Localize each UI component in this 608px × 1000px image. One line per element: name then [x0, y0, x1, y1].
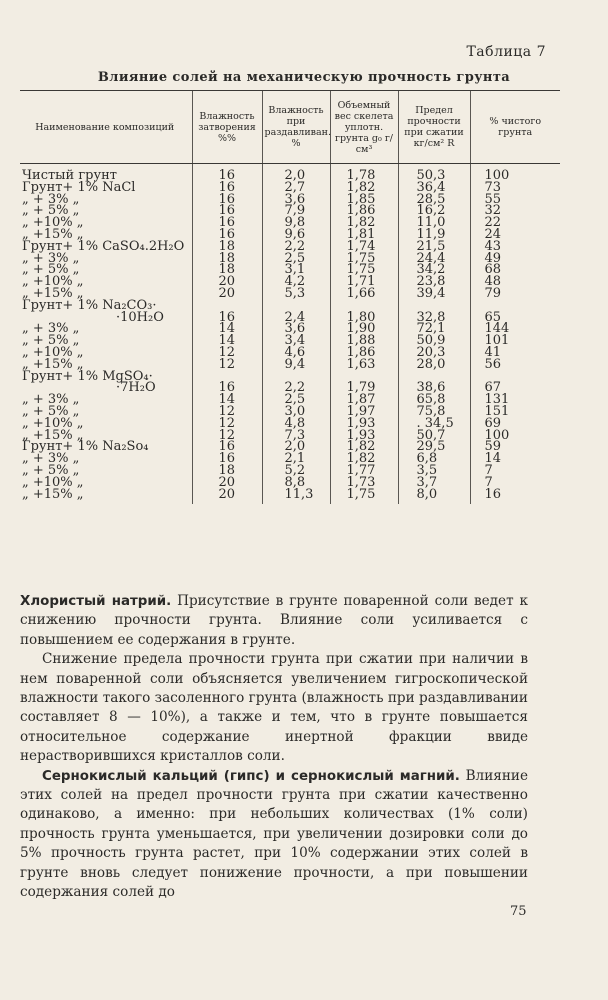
table-cell: 1,85	[330, 194, 398, 206]
paragraph: Снижение предела прочности грунта при сжатии при наличии в нем поваренной соли объясняется увеличением гигроскопической влажности такого засоленного грунта (влажность при раздавливании составляет 8 — 10%), а также и тем, что в грунте повышается относительное содержание инертной фракции ввиде нерастворившихся кристаллов соли.	[20, 651, 528, 765]
table-cell: 50,9	[398, 335, 470, 347]
table-cell: 2,5	[262, 253, 330, 265]
column-header: Влажность при раздавливан. %	[262, 91, 330, 164]
table-cell: 1,73	[330, 477, 398, 489]
table-cell: 5,2	[262, 465, 330, 477]
table-cell: 32	[470, 205, 560, 217]
table-cell: 23,8	[398, 276, 470, 288]
table-cell: 1,93	[330, 430, 398, 442]
column-header: Предел прочности при сжатии кг/см² R	[398, 91, 470, 164]
table-cell: 9,8	[262, 217, 330, 229]
table-cell: 20	[192, 489, 262, 505]
composition-name: „ +15% „	[22, 285, 84, 301]
table-cell: 11,0	[398, 217, 470, 229]
table-header-row	[20, 91, 560, 164]
table-cell: 3,7	[398, 477, 470, 489]
composition-name: „ +15% „	[22, 356, 84, 372]
table-cell: 79	[470, 288, 560, 300]
table-cell: 36,4	[398, 182, 470, 194]
table-cell: 1,86	[330, 205, 398, 217]
table-cell: 16	[192, 382, 262, 394]
column-header: Наименование композиций	[20, 91, 192, 164]
table-cell: 16	[192, 205, 262, 217]
table-cell: 68	[470, 264, 560, 276]
table-cell: 1,97	[330, 406, 398, 418]
body-text	[20, 592, 528, 903]
table-cell: 59	[470, 441, 560, 453]
paragraph-text: Присутствие в грунте поваренной соли ведет к снижению прочности грунта. Влияние соли усиливается с повышением ее содержания в грунте.	[20, 593, 528, 648]
composition-name: „ +10% „	[22, 415, 84, 431]
composition-name: Грунт+ 1% Na₂CO₃·	[22, 297, 157, 313]
table-cell: 16	[192, 312, 262, 324]
table-cell: 1,82	[330, 182, 398, 194]
table-cell: 6,8	[398, 453, 470, 465]
table-cell: 16	[192, 453, 262, 465]
table-cell: 8,8	[262, 477, 330, 489]
table-row	[20, 489, 560, 505]
composition-name: „ + 3% „	[22, 321, 80, 337]
table-cell: 4,2	[262, 276, 330, 288]
composition-name: „ +10% „	[22, 474, 84, 490]
table-cell: 3,1	[262, 264, 330, 276]
data-table	[20, 90, 560, 504]
composition-name: „ + 5% „	[22, 462, 80, 478]
table-cell: 16	[192, 182, 262, 194]
table-cell: 50,7	[398, 430, 470, 442]
table-cell: 20	[192, 477, 262, 489]
table-cell: 3,6	[262, 194, 330, 206]
table-cell: 4,8	[262, 418, 330, 430]
table-cell: 18	[192, 465, 262, 477]
composition-name: ·7H₂O	[116, 380, 156, 396]
table-cell: 1,80	[330, 312, 398, 324]
table-cell: 50,3	[398, 164, 470, 182]
table-cell: 22	[470, 217, 560, 229]
table-cell: 18	[192, 241, 262, 253]
paragraph	[20, 767, 528, 903]
table-cell: 3,6	[262, 323, 330, 335]
table-cell: 1,86	[330, 347, 398, 359]
table-cell: 1,63	[330, 359, 398, 371]
table-cell: 2,1	[262, 453, 330, 465]
table-cell: 16	[192, 194, 262, 206]
table-cell: 1,82	[330, 453, 398, 465]
table-cell: 16,2	[398, 205, 470, 217]
table-cell: 14	[192, 394, 262, 406]
table-cell: 2,0	[262, 164, 330, 182]
table-cell: 14	[470, 453, 560, 465]
table-cell: 131	[470, 394, 560, 406]
table-cell: 2,7	[262, 182, 330, 194]
composition-name: „ + 5% „	[22, 333, 80, 349]
table-title: Влияние солей на механическую прочность грунта	[97, 70, 511, 85]
table-body	[20, 164, 560, 505]
table-cell: 7,3	[262, 430, 330, 442]
table-cell: 16	[192, 164, 262, 182]
table-cell: 41	[470, 347, 560, 359]
composition-name: „ +10% „	[22, 215, 84, 231]
table-cell: 48	[470, 276, 560, 288]
table-cell: . 34,5	[398, 418, 470, 430]
column-header: Влажность затворения %%	[192, 91, 262, 164]
table-cell: 73	[470, 182, 560, 194]
table-cell: 3,0	[262, 406, 330, 418]
table-cell: 100	[470, 164, 560, 182]
table-cell	[470, 371, 560, 383]
table-cell: 29,5	[398, 441, 470, 453]
table-cell: 1,81	[330, 229, 398, 241]
table-cell: 9,6	[262, 229, 330, 241]
table-cell: 1,66	[330, 288, 398, 300]
table-cell: 24,4	[398, 253, 470, 265]
table-cell: 1,88	[330, 335, 398, 347]
table-cell: 1,79	[330, 382, 398, 394]
table-cell: 20	[192, 288, 262, 300]
table-cell: 65	[470, 312, 560, 324]
table-cell: 7,9	[262, 205, 330, 217]
table-cell: 14	[192, 335, 262, 347]
table-cell: 39,4	[398, 288, 470, 300]
table-cell: 2,4	[262, 312, 330, 324]
table-cell: 3,5	[398, 465, 470, 477]
table-cell: 1,93	[330, 418, 398, 430]
composition-name: „ +15% „	[22, 427, 84, 443]
table-cell: 49	[470, 253, 560, 265]
table-cell: 1,82	[330, 217, 398, 229]
table-cell: 12	[192, 418, 262, 430]
table-cell: 69	[470, 418, 560, 430]
table-cell: 18	[192, 264, 262, 276]
table-cell: 28,5	[398, 194, 470, 206]
table-cell: 28,0	[398, 359, 470, 371]
composition-name: Чистый грунт	[22, 168, 117, 183]
table-cell: 12	[192, 359, 262, 371]
table-cell: 7	[470, 477, 560, 489]
table-cell: 34,2	[398, 264, 470, 276]
table-cell: 4,6	[262, 347, 330, 359]
table-cell: 3,4	[262, 335, 330, 347]
composition-name: „ + 3% „	[22, 392, 80, 408]
table-cell: 56	[470, 359, 560, 371]
composition-name: „ + 5% „	[22, 203, 80, 219]
table-cell: 100	[470, 430, 560, 442]
table-cell: 14	[192, 323, 262, 335]
table-cell: 1,87	[330, 394, 398, 406]
column-header: % чистого грунта	[470, 91, 560, 164]
composition-name: „ +10% „	[22, 344, 84, 360]
composition-name: Грунт+ 1% CaSO₄.2H₂O	[22, 238, 185, 254]
table-cell: 20	[192, 276, 262, 288]
table-cell: 2,0	[262, 441, 330, 453]
composition-name: ·10H₂O	[116, 309, 164, 325]
page-number: 75	[510, 904, 527, 919]
table-cell: 1,90	[330, 323, 398, 335]
table-cell: 12	[192, 406, 262, 418]
table-cell: 101	[470, 335, 560, 347]
paragraph-text: Влияние этих солей на предел прочности грунта при сжатии качественно одинаково, а именно: при небольших количествах (1% соли) прочность грунта уменьшается, при увеличении дозировки соли до 5% прочность грунта растет, при 10% содержании этих солей в грунте вновь следует понижение прочности, а при повышении содержания солей до	[20, 767, 528, 901]
table-cell: 1,75	[330, 264, 398, 276]
table-cell: 151	[470, 406, 560, 418]
table-number: Таблица 7	[466, 44, 546, 60]
composition-name: Грунт+ 1% Na₂So₄	[22, 439, 149, 455]
composition-name: „ +10% „	[22, 274, 84, 290]
composition-name: Грунт+ 1% MgSO₄·	[22, 368, 153, 384]
table-cell: 21,5	[398, 241, 470, 253]
table-cell: 2,2	[262, 241, 330, 253]
table-cell: 72,1	[398, 323, 470, 335]
table-cell: 7	[470, 465, 560, 477]
table-cell: 16	[192, 217, 262, 229]
composition-name: „ + 5% „	[22, 403, 80, 419]
composition-name: „ + 3% „	[22, 451, 80, 467]
table-cell: 1,75	[330, 489, 398, 505]
paragraph	[20, 592, 528, 650]
composition-name: Грунт+ 1% NaCl	[22, 179, 136, 195]
table-cell: 55	[470, 194, 560, 206]
table-cell: 16	[470, 489, 560, 505]
composition-name: „ + 3% „	[22, 191, 80, 207]
table-cell: 1,71	[330, 276, 398, 288]
table-cell: 144	[470, 323, 560, 335]
table-cell: 11,3	[262, 489, 330, 505]
column-header: Объемный вес скелета уплотн. грунта g₀ г/см³	[330, 91, 398, 164]
table-cell: 16	[192, 441, 262, 453]
table-cell: 67	[470, 382, 560, 394]
table-cell: 2,5	[262, 394, 330, 406]
table-cell: 9,4	[262, 359, 330, 371]
table-cell: 38,6	[398, 382, 470, 394]
composition-name: „ + 3% „	[22, 250, 80, 266]
table-cell: 5,3	[262, 288, 330, 300]
composition-name: „ +15% „	[22, 226, 84, 242]
table-cell: 43	[470, 241, 560, 253]
table-cell: 18	[192, 253, 262, 265]
table-cell: 1,74	[330, 241, 398, 253]
table-cell: 1,78	[330, 164, 398, 182]
table-cell: 65,8	[398, 394, 470, 406]
table-cell: 1,77	[330, 465, 398, 477]
table-cell: 8,0	[398, 489, 470, 505]
table-cell: 1,82	[330, 441, 398, 453]
table-cell: 1,75	[330, 253, 398, 265]
table-cell: 11,9	[398, 229, 470, 241]
composition-name: „ +15% „	[22, 486, 84, 502]
table-cell: 12	[192, 430, 262, 442]
table-cell: 2,2	[262, 382, 330, 394]
composition-name: „ + 5% „	[22, 262, 80, 278]
table-cell: 16	[192, 229, 262, 241]
table-cell: 24	[470, 229, 560, 241]
table-cell: 20,3	[398, 347, 470, 359]
table-cell	[470, 300, 560, 312]
section-heading: Хлористый натрий.	[20, 594, 172, 609]
table-cell: 75,8	[398, 406, 470, 418]
section-heading: Сернокислый кальций (гипс) и сернокислый магний.	[42, 768, 460, 784]
table-cell: 32,8	[398, 312, 470, 324]
table-cell: 12	[192, 347, 262, 359]
